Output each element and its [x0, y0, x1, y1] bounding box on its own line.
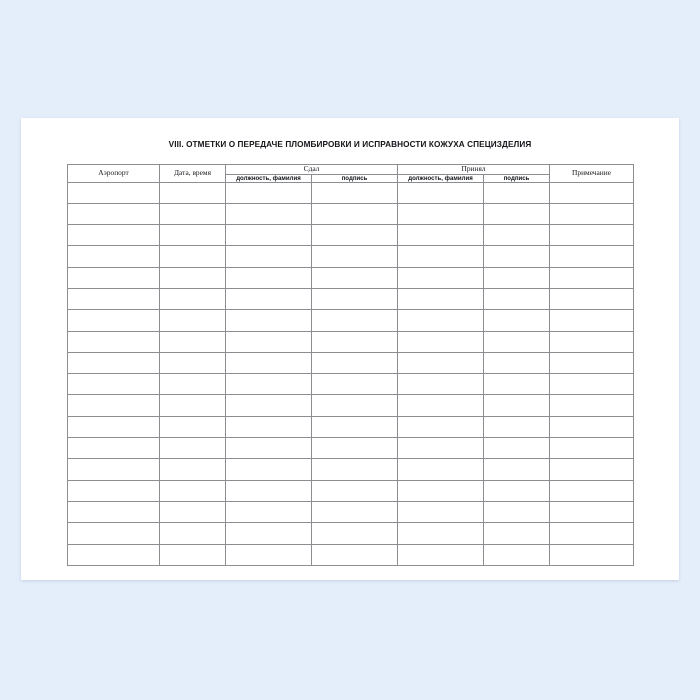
cell-airport[interactable] — [68, 501, 160, 522]
column-header-airport: Аэропорт — [68, 165, 160, 183]
cell-took-signature[interactable] — [484, 246, 550, 267]
cell-gave-signature[interactable] — [312, 459, 398, 480]
cell-took-signature[interactable] — [484, 267, 550, 288]
table-row — [68, 352, 634, 373]
cell-datetime[interactable] — [160, 246, 226, 267]
cell-datetime[interactable] — [160, 310, 226, 331]
form-table-container — [67, 164, 633, 566]
cell-note[interactable] — [550, 182, 634, 203]
cell-took-signature[interactable] — [484, 331, 550, 352]
cell-took-position[interactable] — [398, 182, 484, 203]
cell-datetime[interactable] — [160, 438, 226, 459]
cell-airport[interactable] — [68, 544, 160, 565]
cell-took-signature[interactable] — [484, 182, 550, 203]
cell-took-position[interactable] — [398, 544, 484, 565]
cell-note[interactable] — [550, 374, 634, 395]
cell-airport[interactable] — [68, 395, 160, 416]
cell-note[interactable] — [550, 310, 634, 331]
cell-took-position[interactable] — [398, 395, 484, 416]
cell-gave-position[interactable] — [226, 416, 312, 437]
cell-airport[interactable] — [68, 225, 160, 246]
cell-datetime[interactable] — [160, 395, 226, 416]
cell-gave-signature[interactable] — [312, 225, 398, 246]
cell-datetime[interactable] — [160, 523, 226, 544]
cell-took-signature[interactable] — [484, 438, 550, 459]
table-row — [68, 438, 634, 459]
column-header-gave-position: должность, фамилия — [226, 174, 312, 182]
table-row — [68, 395, 634, 416]
column-header-gave-signature: подпись — [312, 174, 398, 182]
cell-datetime[interactable] — [160, 289, 226, 310]
cell-note[interactable] — [550, 395, 634, 416]
cell-took-position[interactable] — [398, 352, 484, 373]
cell-airport[interactable] — [68, 203, 160, 224]
table-row — [68, 310, 634, 331]
cell-datetime[interactable] — [160, 416, 226, 437]
cell-note[interactable] — [550, 203, 634, 224]
cell-airport[interactable] — [68, 310, 160, 331]
column-group-header-gave: Сдал — [226, 165, 398, 175]
cell-took-position[interactable] — [398, 289, 484, 310]
cell-airport[interactable] — [68, 289, 160, 310]
table-row — [68, 225, 634, 246]
cell-gave-signature[interactable] — [312, 523, 398, 544]
cell-took-position[interactable] — [398, 438, 484, 459]
page-title: VIII. ОТМЕТКИ О ПЕРЕДАЧЕ ПЛОМБИРОВКИ И ИСПРАВНОСТИ КОЖУХА СПЕЦИЗДЕЛИЯ — [168, 140, 532, 149]
cell-took-position[interactable] — [398, 501, 484, 522]
table-row — [68, 459, 634, 480]
cell-gave-signature[interactable] — [312, 374, 398, 395]
cell-note[interactable] — [550, 331, 634, 352]
cell-gave-signature[interactable] — [312, 501, 398, 522]
cell-took-signature[interactable] — [484, 289, 550, 310]
cell-took-signature[interactable] — [484, 459, 550, 480]
cell-gave-signature[interactable] — [312, 203, 398, 224]
cell-took-signature[interactable] — [484, 501, 550, 522]
table-row — [68, 480, 634, 501]
cell-took-position[interactable] — [398, 225, 484, 246]
column-header-took-position: должность, фамилия — [398, 174, 484, 182]
cell-gave-position[interactable] — [226, 395, 312, 416]
cell-gave-signature[interactable] — [312, 246, 398, 267]
table-row — [68, 416, 634, 437]
cell-note[interactable] — [550, 501, 634, 522]
document-sheet — [21, 118, 679, 580]
table-row — [68, 267, 634, 288]
cell-gave-position[interactable] — [226, 225, 312, 246]
cell-took-position[interactable] — [398, 246, 484, 267]
cell-gave-signature[interactable] — [312, 267, 398, 288]
cell-gave-signature[interactable] — [312, 416, 398, 437]
cell-airport[interactable] — [68, 331, 160, 352]
cell-took-position[interactable] — [398, 374, 484, 395]
cell-note[interactable] — [550, 459, 634, 480]
cell-gave-position[interactable] — [226, 459, 312, 480]
cell-note[interactable] — [550, 289, 634, 310]
cell-note[interactable] — [550, 267, 634, 288]
cell-note[interactable] — [550, 523, 634, 544]
cell-gave-signature[interactable] — [312, 331, 398, 352]
cell-took-position[interactable] — [398, 331, 484, 352]
cell-gave-position[interactable] — [226, 310, 312, 331]
cell-took-signature[interactable] — [484, 352, 550, 373]
cell-note[interactable] — [550, 544, 634, 565]
cell-note[interactable] — [550, 352, 634, 373]
cell-airport[interactable] — [68, 352, 160, 373]
table-row — [68, 203, 634, 224]
cell-took-position[interactable] — [398, 310, 484, 331]
cell-gave-signature[interactable] — [312, 544, 398, 565]
cell-gave-position[interactable] — [226, 203, 312, 224]
cell-took-signature[interactable] — [484, 225, 550, 246]
cell-gave-position[interactable] — [226, 523, 312, 544]
cell-datetime[interactable] — [160, 480, 226, 501]
cell-datetime[interactable] — [160, 374, 226, 395]
cell-airport[interactable] — [68, 480, 160, 501]
cell-airport[interactable] — [68, 416, 160, 437]
table-row — [68, 544, 634, 565]
cell-airport[interactable] — [68, 438, 160, 459]
cell-gave-position[interactable] — [226, 289, 312, 310]
cell-datetime[interactable] — [160, 331, 226, 352]
cell-took-signature[interactable] — [484, 523, 550, 544]
cell-gave-position[interactable] — [226, 352, 312, 373]
table-row — [68, 246, 634, 267]
cell-note[interactable] — [550, 416, 634, 437]
table-row — [68, 289, 634, 310]
column-header-took-signature: подпись — [484, 174, 550, 182]
cell-datetime[interactable] — [160, 203, 226, 224]
cell-took-position[interactable] — [398, 480, 484, 501]
cell-gave-signature[interactable] — [312, 395, 398, 416]
cell-took-position[interactable] — [398, 416, 484, 437]
cell-note[interactable] — [550, 246, 634, 267]
cell-gave-position[interactable] — [226, 501, 312, 522]
cell-airport[interactable] — [68, 182, 160, 203]
cell-gave-signature[interactable] — [312, 310, 398, 331]
cell-gave-position[interactable] — [226, 374, 312, 395]
cell-gave-signature[interactable] — [312, 352, 398, 373]
cell-gave-position[interactable] — [226, 480, 312, 501]
cell-gave-signature[interactable] — [312, 182, 398, 203]
table-row — [68, 523, 634, 544]
cell-note[interactable] — [550, 438, 634, 459]
cell-airport[interactable] — [68, 267, 160, 288]
cell-gave-position[interactable] — [226, 246, 312, 267]
cell-took-signature[interactable] — [484, 203, 550, 224]
cell-took-signature[interactable] — [484, 416, 550, 437]
cell-took-position[interactable] — [398, 523, 484, 544]
table-row — [68, 182, 634, 203]
table-row — [68, 331, 634, 352]
cell-airport[interactable] — [68, 374, 160, 395]
column-group-header-took: Принял — [398, 165, 550, 175]
cell-airport[interactable] — [68, 459, 160, 480]
cell-datetime[interactable] — [160, 544, 226, 565]
table-body — [68, 182, 634, 565]
cell-gave-position[interactable] — [226, 182, 312, 203]
cell-datetime[interactable] — [160, 352, 226, 373]
cell-gave-position[interactable] — [226, 331, 312, 352]
transfer-marks-table — [67, 164, 634, 566]
table-row — [68, 374, 634, 395]
cell-took-signature[interactable] — [484, 480, 550, 501]
cell-gave-signature[interactable] — [312, 480, 398, 501]
cell-gave-signature[interactable] — [312, 438, 398, 459]
column-header-note: Примечание — [550, 165, 634, 183]
cell-took-signature[interactable] — [484, 544, 550, 565]
table-row — [68, 501, 634, 522]
cell-airport[interactable] — [68, 246, 160, 267]
cell-gave-signature[interactable] — [312, 289, 398, 310]
cell-datetime[interactable] — [160, 267, 226, 288]
cell-datetime[interactable] — [160, 501, 226, 522]
cell-note[interactable] — [550, 225, 634, 246]
cell-took-signature[interactable] — [484, 395, 550, 416]
column-header-datetime: Дата, время — [160, 165, 226, 183]
cell-gave-position[interactable] — [226, 267, 312, 288]
table-head — [68, 165, 634, 183]
cell-datetime[interactable] — [160, 225, 226, 246]
cell-note[interactable] — [550, 480, 634, 501]
cell-took-position[interactable] — [398, 459, 484, 480]
cell-datetime[interactable] — [160, 182, 226, 203]
cell-took-signature[interactable] — [484, 374, 550, 395]
cell-airport[interactable] — [68, 523, 160, 544]
cell-took-position[interactable] — [398, 267, 484, 288]
cell-gave-position[interactable] — [226, 438, 312, 459]
cell-took-position[interactable] — [398, 203, 484, 224]
cell-datetime[interactable] — [160, 459, 226, 480]
cell-gave-position[interactable] — [226, 544, 312, 565]
header-row-group — [68, 165, 634, 175]
cell-took-signature[interactable] — [484, 310, 550, 331]
